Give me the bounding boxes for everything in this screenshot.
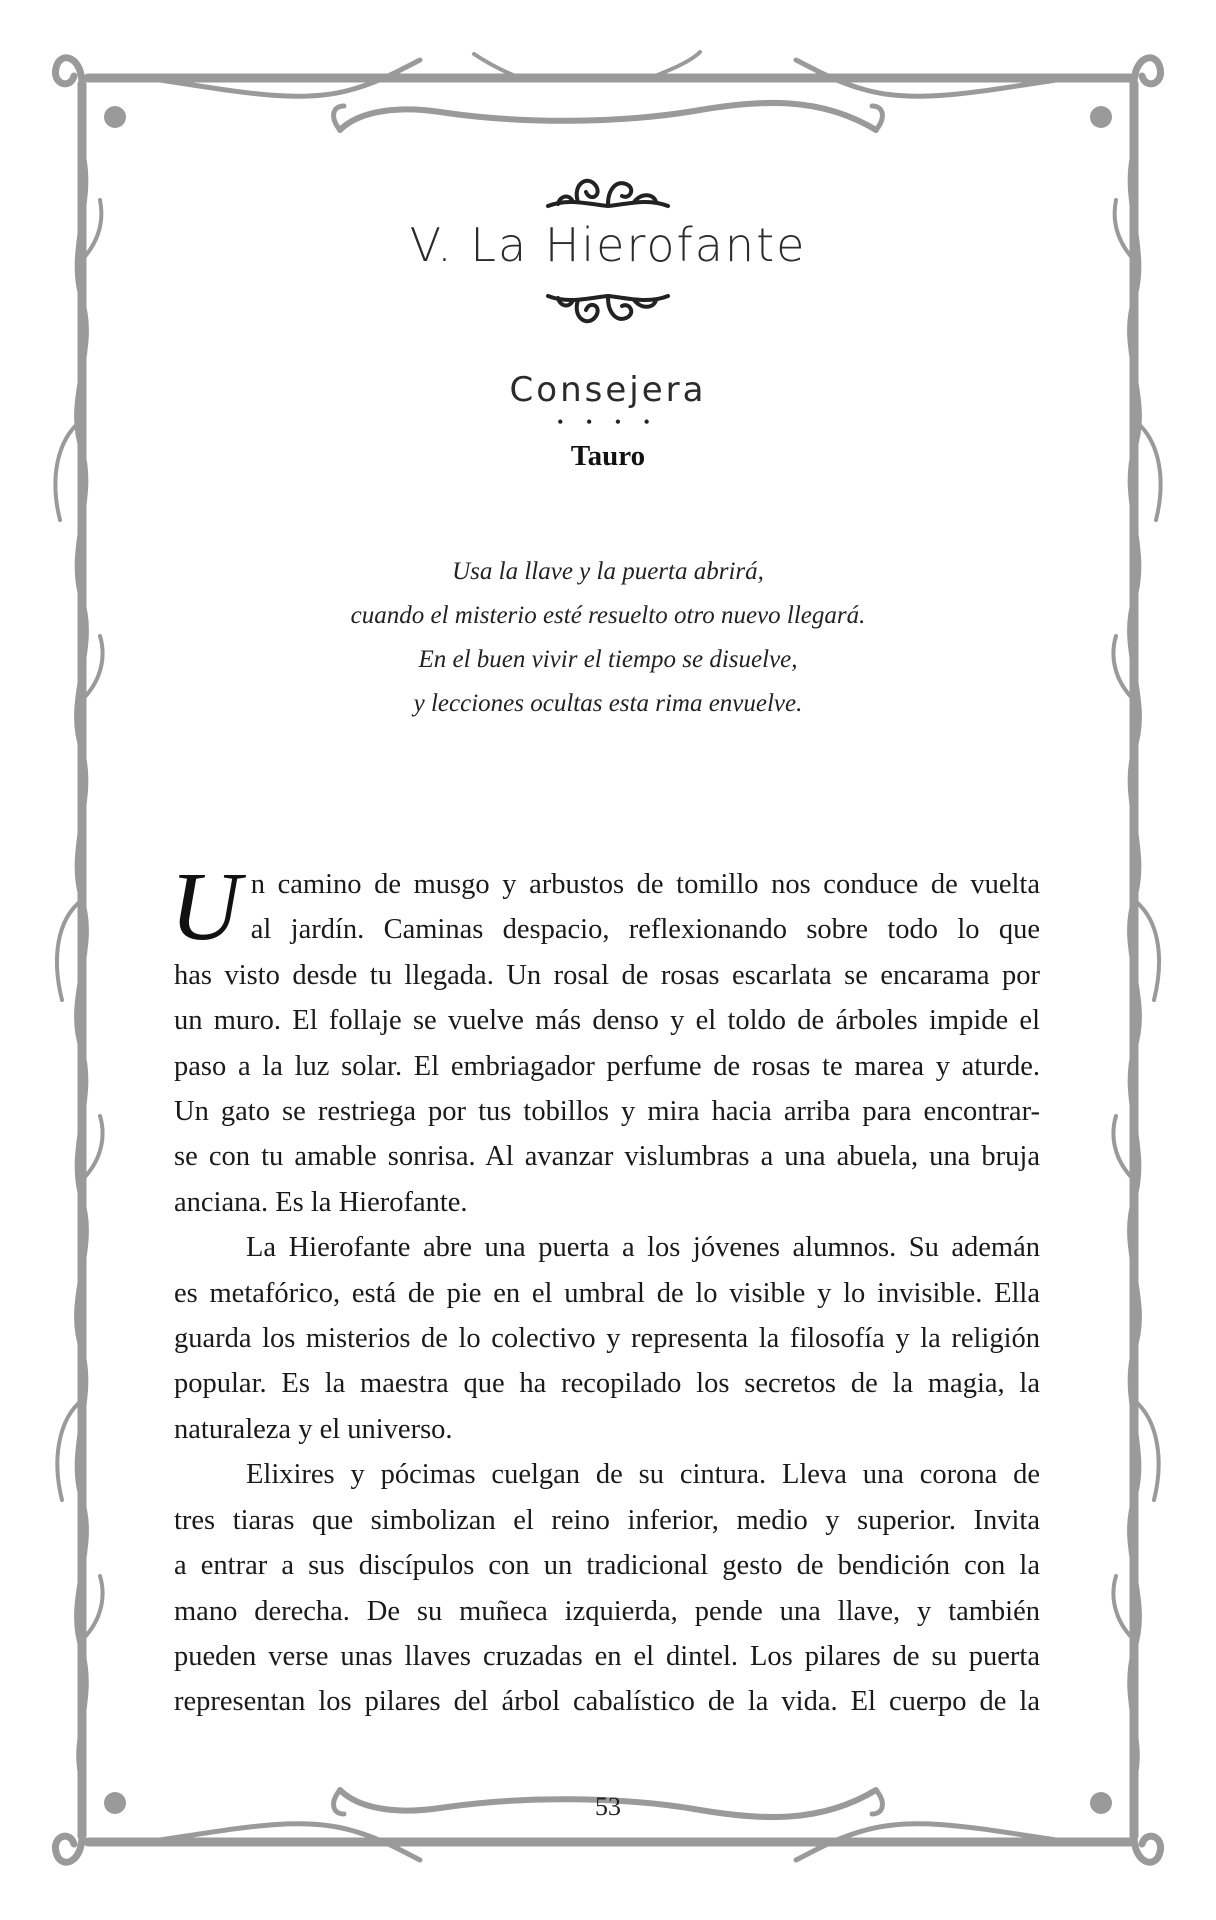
verse-line: En el buen vivir el tiempo se disuelve, bbox=[418, 646, 798, 673]
body-line: se con tu amable sonrisa. Al avanzar vislumbras a una abuela, una bruja bbox=[174, 1141, 1040, 1173]
body-line: al jardín. Caminas despacio, reflexionando sobre todo lo que bbox=[250, 914, 1040, 946]
verse-block bbox=[160, 550, 1056, 726]
body-line: naturaleza y el universo. bbox=[174, 1413, 453, 1445]
body-line: n camino de musgo y arbustos de tomillo nos conduce de vuelta bbox=[250, 869, 1040, 900]
body-line: anciana. Es la Hierofante. bbox=[174, 1186, 468, 1218]
body-line: es metafórico, está de pie en el umbral de lo visible y lo invisible. Ella bbox=[174, 1277, 1040, 1309]
body-line: a entrar a sus discípulos con un tradicional gesto de bendición con la bbox=[174, 1550, 1040, 1582]
dot-separator: • • • • bbox=[557, 412, 659, 432]
body-line: Un gato se restriega por tus tobillos y mira hacia arriba para encontrar- bbox=[174, 1096, 1040, 1128]
page-number: 53 bbox=[595, 1792, 621, 1821]
body-line: tres tiaras que simbolizan el reino inferior, medio y superior. Invita bbox=[174, 1504, 1040, 1536]
card-subtitle: Consejera bbox=[509, 370, 707, 410]
verse-line: Usa la llave y la puerta abrirá, bbox=[452, 558, 764, 585]
body-text bbox=[170, 853, 1040, 1725]
body-line: mano derecha. De su muñeca izquierda, pende una llave, y también bbox=[174, 1595, 1040, 1627]
body-line: un muro. El follaje se vuelve más denso y el toldo de árboles impide el bbox=[174, 1005, 1040, 1037]
body-line: pueden verse unas llaves cruzadas en el dintel. Los pilares de su puerta bbox=[174, 1640, 1040, 1672]
verse-line: cuando el misterio esté resuelto otro nuevo llegará. bbox=[350, 602, 866, 629]
body-line: has visto desde tu llegada. Un rosal de rosas escarlata se encarama por bbox=[174, 959, 1040, 991]
title-ornament-top bbox=[538, 160, 678, 220]
body-line: popular. Es la maestra que ha recopilado los secretos de la magia, la bbox=[174, 1368, 1040, 1400]
zodiac-sign: Tauro bbox=[570, 440, 646, 472]
body-line: paso a la luz solar. El embriagador perfume de rosas te marea y aturde. bbox=[174, 1050, 1040, 1082]
body-line: representan los pilares del árbol cabalístico de la vida. El cuerpo de la bbox=[174, 1686, 1040, 1718]
title-ornament-bottom bbox=[538, 282, 678, 342]
body-line: guarda los misterios de lo colectivo y representa la filosofía y la religión bbox=[174, 1323, 1040, 1355]
body-line-indented: La Hierofante abre una puerta a los jóvenes alumnos. Su ademán bbox=[246, 1232, 1040, 1264]
body-line-indented: Elixires y pócimas cuelgan de su cintura. Lleva una corona de bbox=[246, 1459, 1040, 1491]
drop-cap: U bbox=[170, 853, 241, 961]
chapter-title: V. La Hierofante bbox=[409, 218, 807, 272]
verse-line: y lecciones ocultas esta rima envuelve. bbox=[413, 690, 803, 717]
